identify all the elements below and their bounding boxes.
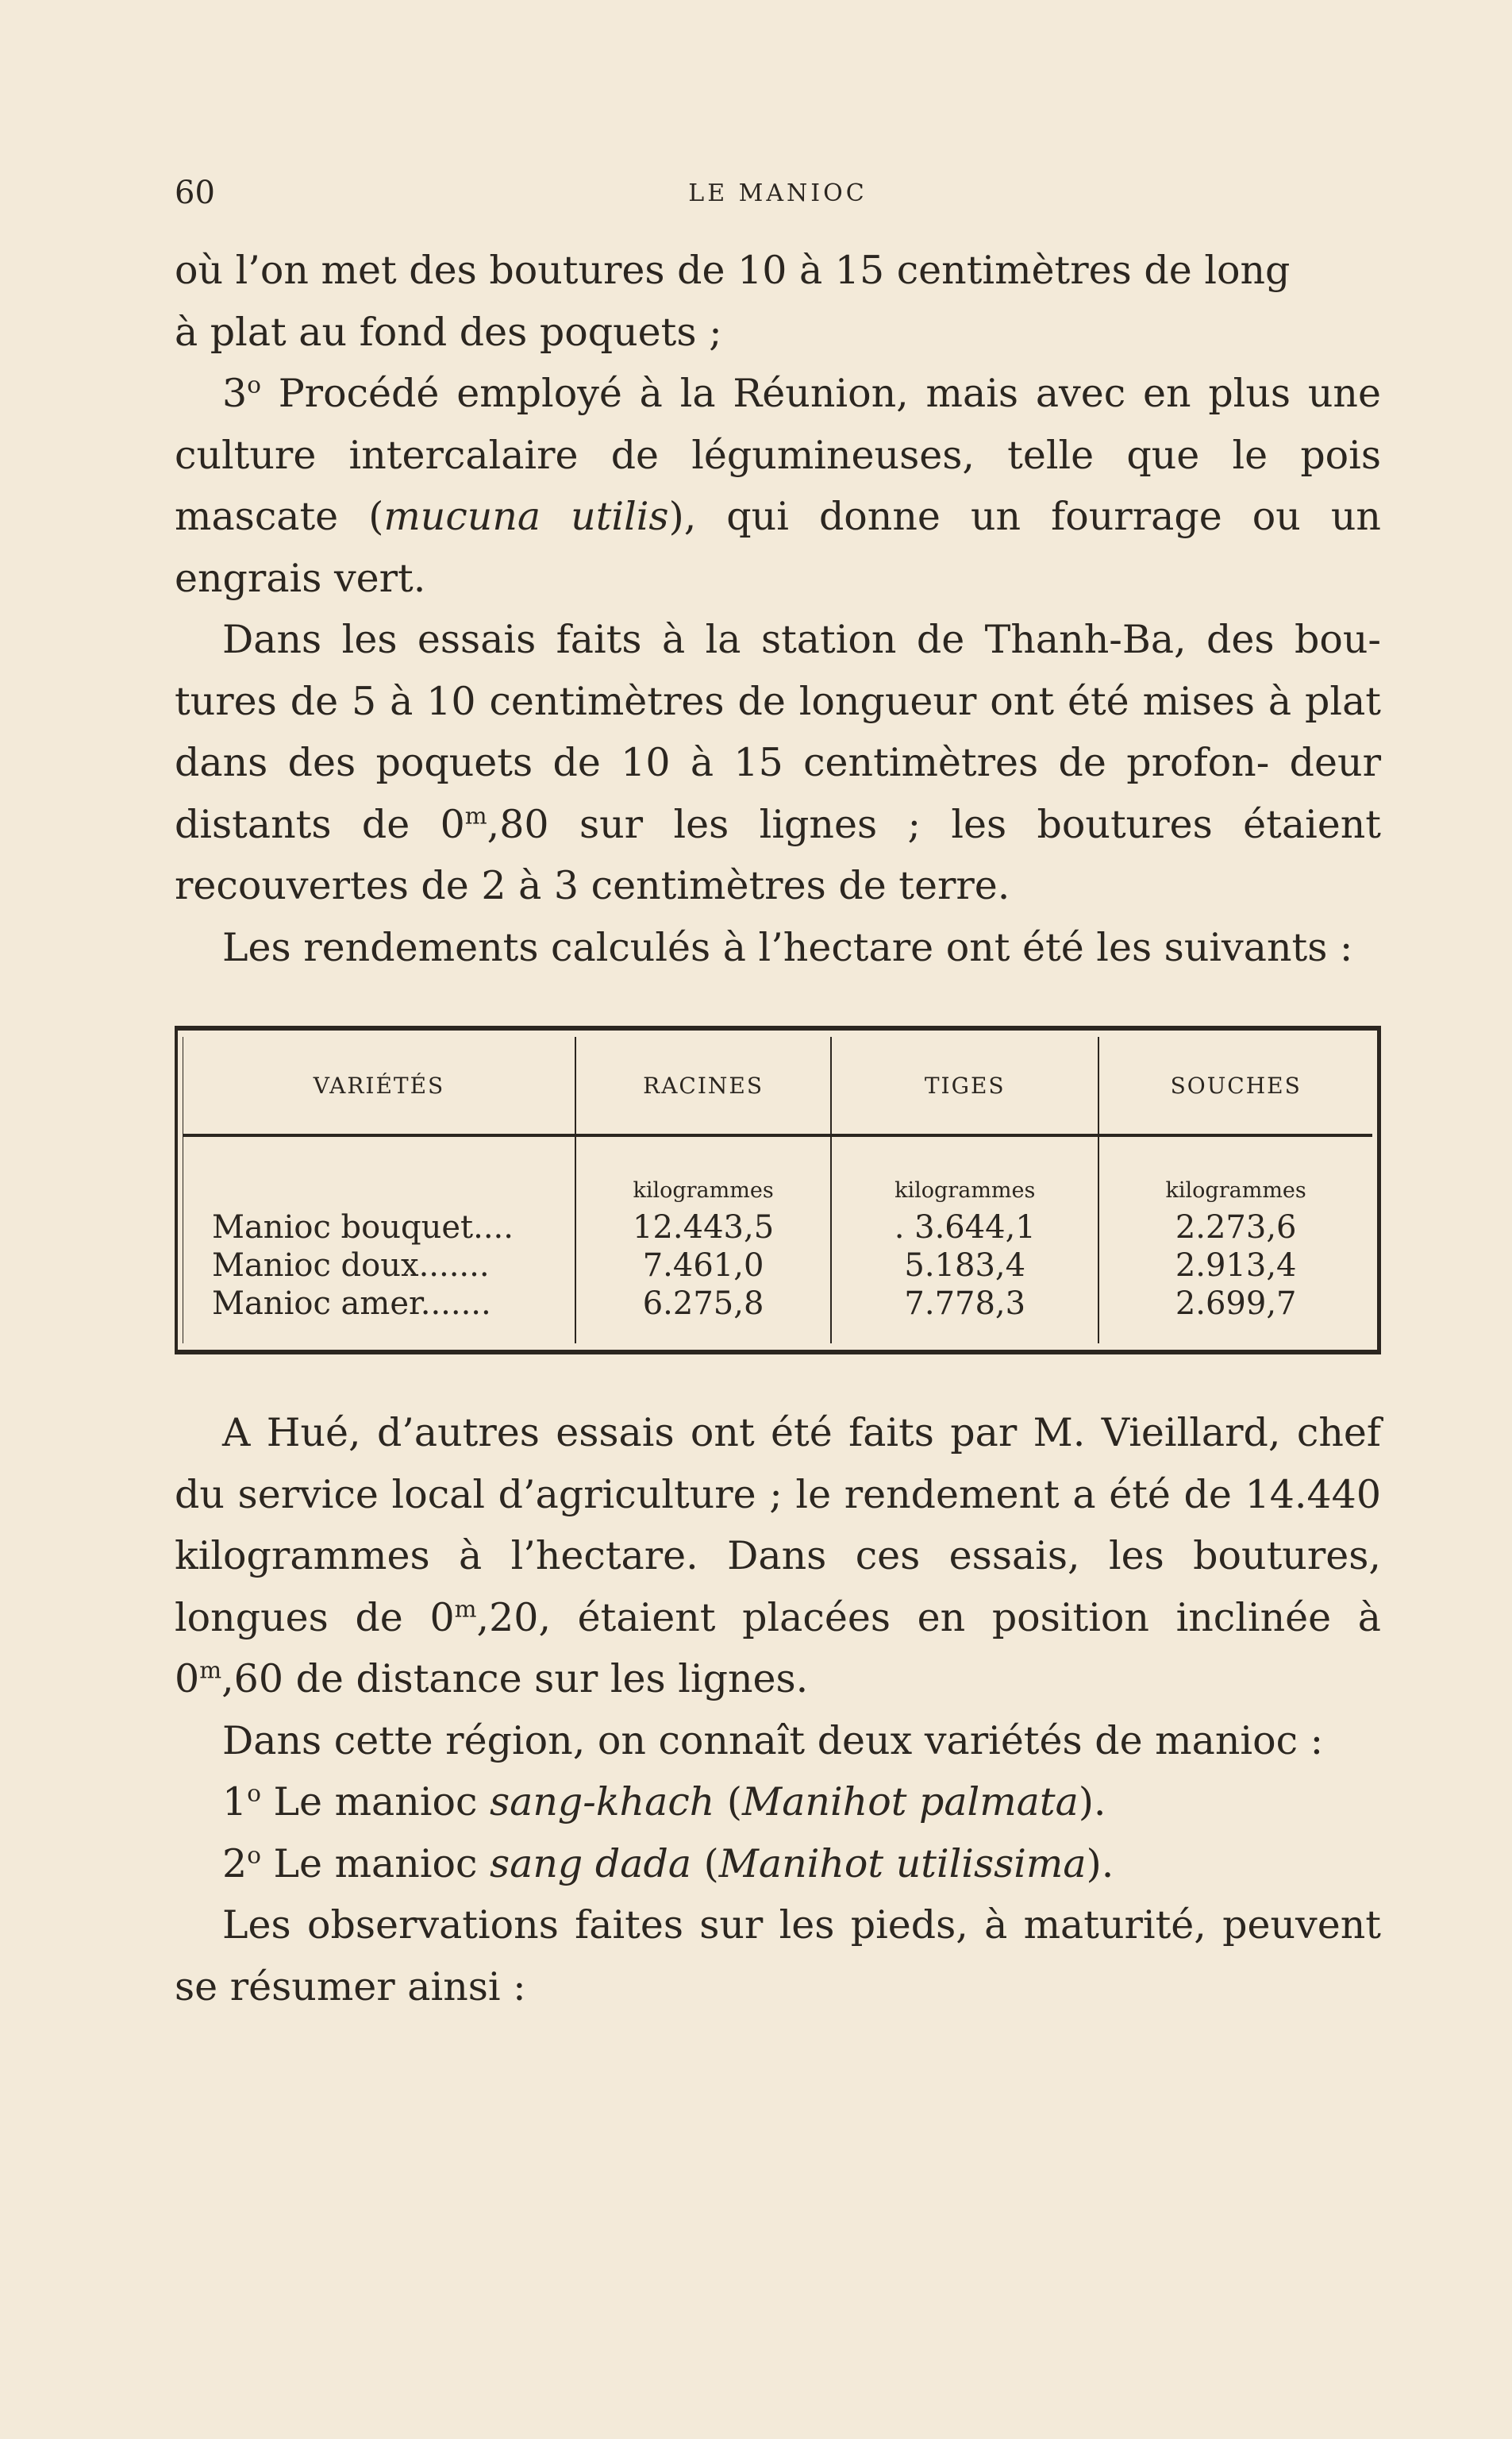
header-racines: RACINES (575, 1037, 831, 1135)
text-line: ,60 de distance sur les lignes. (221, 1656, 809, 1701)
paragraph-3 (175, 609, 1381, 917)
table-header-row (183, 1037, 1373, 1135)
table-cell: kilogrammes (831, 1135, 1098, 1208)
list-number: 3 (222, 371, 248, 416)
text-line: Le manioc (260, 1840, 491, 1886)
table-row (183, 1285, 1373, 1343)
text-line: Dans cette région, on connaît deux variétés de manioc : (222, 1717, 1324, 1763)
unit-sup: m (454, 1595, 477, 1623)
ordinal-sup: o (247, 1779, 261, 1807)
text-line: deur distants de 0 (175, 740, 1382, 847)
text-line: ), qui donne un fourrage ou (668, 494, 1301, 539)
running-title: LE MANIOC (688, 179, 868, 207)
text-line: Dans les essais faits à la station de Thanh-Ba, des bou- (222, 617, 1381, 662)
text-line: de 14.440 kilogrammes à l’hectare. Dans ces essais, les (175, 1471, 1381, 1578)
list-number: 2 (222, 1840, 248, 1886)
text-line: ( (691, 1840, 719, 1886)
table-cell: 6.275,8 (575, 1285, 831, 1343)
table-cell: 2.913,4 (1098, 1246, 1372, 1285)
table-cell: kilogrammes (575, 1135, 831, 1208)
text-line: Les observations faites sur les pieds, à maturité, (222, 1902, 1206, 1948)
text-line: recouvertes de 2 à 3 centimètres de terre. (175, 863, 1010, 908)
running-head (175, 175, 1381, 222)
table-cell: kilogrammes (1098, 1135, 1372, 1208)
text-line: Le manioc (260, 1779, 491, 1824)
text-line: inclinée à 0 (175, 1594, 1382, 1701)
text-line: à plat au fond des poquets ; (175, 309, 722, 355)
local-name: sang-khach (490, 1779, 715, 1824)
paragraph-6 (175, 1710, 1381, 1772)
table-cell: 5.183,4 (831, 1246, 1098, 1285)
text-line: Les rendements calculés à l’hectare ont été les suivants : (222, 924, 1353, 970)
species-name: mucuna utilis (383, 494, 669, 539)
list-number: 1 (222, 1779, 248, 1824)
page-number: 60 (175, 175, 215, 211)
text-line: ( (714, 1779, 743, 1824)
yield-table (183, 1037, 1372, 1343)
text-line: A Hué, d’autres essais ont été faits par M. Vieillard, (222, 1410, 1281, 1455)
paragraph-7 (175, 1894, 1381, 2017)
text-line: ,20, étaient placées en position (476, 1594, 1149, 1640)
table-cell: Manioc amer....... (183, 1285, 576, 1343)
table-row (183, 1208, 1373, 1246)
paragraph-1 (175, 240, 1381, 363)
text-line: ). (1078, 1779, 1106, 1824)
text-line: chef du service local d’agriculture ; le rendement a été (175, 1410, 1382, 1517)
ordinal-sup: o (247, 1841, 261, 1869)
local-name: sang dada (490, 1840, 692, 1886)
variety-item-2 (175, 1833, 1381, 1895)
table-units-row (183, 1135, 1373, 1208)
text-line: plat dans des poquets de 10 à 15 centimètres de profon- (175, 678, 1381, 785)
table-cell: 7.461,0 (575, 1246, 831, 1285)
book-page (175, 175, 1381, 2017)
table-cell: 12.443,5 (575, 1208, 831, 1246)
header-tiges: TIGES (831, 1037, 1098, 1135)
text-line: boutures, longues de 0 (175, 1533, 1381, 1640)
header-souches: SOUCHES (1098, 1037, 1372, 1135)
table-cell (183, 1135, 576, 1208)
text-line: peuvent se résumer ainsi : (175, 1902, 1381, 2009)
variety-item-1 (175, 1771, 1381, 1833)
text-line: Procédé employé à la Réunion, mais avec en plus (260, 371, 1291, 416)
table-cell: 7.778,3 (831, 1285, 1098, 1343)
table-row (183, 1246, 1373, 1285)
paragraph-2 (175, 363, 1381, 609)
text-line: tures de 5 à 10 centimètres de longueur ont été mises à (175, 678, 1292, 724)
paragraph-4 (175, 917, 1381, 979)
text-line: une culture intercalaire de légumineuses, telle que le (175, 371, 1381, 478)
text-line: un engrais vert. (175, 494, 1381, 601)
paragraph-5 (175, 1402, 1381, 1710)
header-varietes: VARIÉTÉS (183, 1037, 576, 1135)
ordinal-sup: o (247, 371, 261, 399)
text-line: ). (1086, 1840, 1114, 1886)
text-line: où l’on met des boutures de 10 à 15 centimètres de long (175, 248, 1291, 293)
species-name: Manihot palmata (742, 1779, 1079, 1824)
unit-sup: m (464, 802, 487, 830)
table-cell: 2.699,7 (1098, 1285, 1372, 1343)
text-line: ,80 sur les lignes ; les boutures étaient (487, 801, 1381, 847)
table-cell: Manioc bouquet.... (183, 1208, 576, 1246)
table-cell: . 3.644,1 (831, 1208, 1098, 1246)
unit-sup: m (199, 1656, 222, 1684)
yield-table-frame (175, 1026, 1381, 1354)
text-line: pois mascate ( (175, 432, 1381, 539)
table-cell: Manioc doux....... (183, 1246, 576, 1285)
table-cell: 2.273,6 (1098, 1208, 1372, 1246)
species-name: Manihot utilissima (718, 1840, 1087, 1886)
